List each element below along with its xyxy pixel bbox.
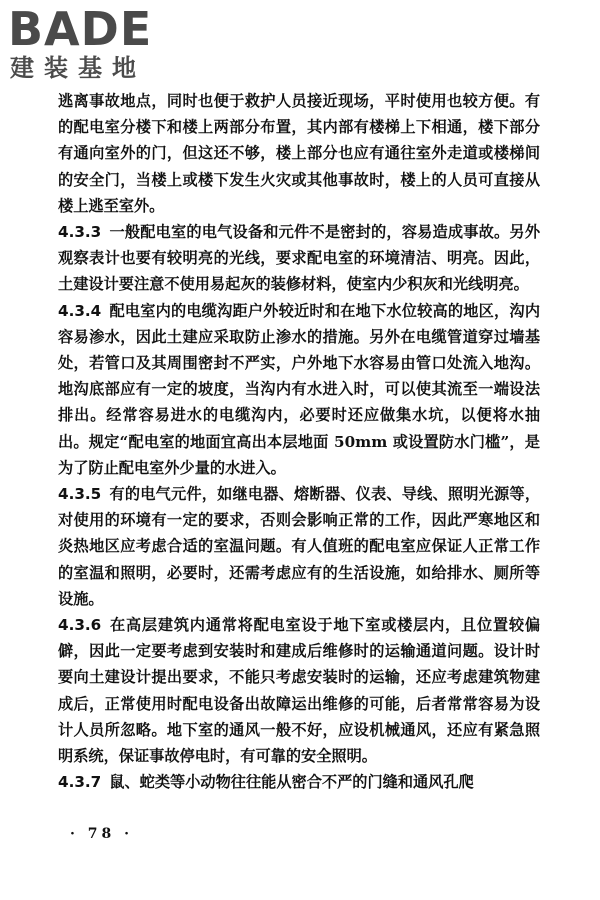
page-number: · 78 ·	[70, 826, 133, 842]
paragraph-text: 配电室内的电缆沟距户外较近时和在地下水位较高的地区，沟内容易渗水，因此土建应采取防止渗水的措施。另外在电缆管道穿过墙基处，若管口及其周围密封不严实，户外地下水容易由管口处流入地沟。地沟底部应有一定的坡度，当沟内有水进入时，可以使其流至一端设法排出。经常容易进水的电缆沟内，必要时还应做集水坑，以便将水抽出。规定“配电室的地面宜高出本层地面 50mm 或设置防水门槛”，是为了防止配电室外少量的水进入。	[58, 301, 540, 477]
document-body	[58, 88, 540, 795]
paragraph-text: 逃离事故地点，同时也便于救护人员接近现场，平时使用也较方便。有的配电室分楼下和楼上两部分布置，其内部有楼梯上下相通，楼下部分有通向室外的门，但这还不够，楼上部分也应有通往室外走道或楼梯间的安全门，当楼上或楼下发生火灾或其他事故时，楼上的人员可直接从楼上逃至室外。	[58, 92, 540, 215]
paragraph-continued	[58, 88, 540, 219]
paragraph-text: 鼠、蛇类等小动物往往能从密合不严的门缝和通风孔爬	[109, 773, 474, 792]
paragraph-text: 有的电气元件，如继电器、熔断器、仪表、导线、照明光源等，对使用的环境有一定的要求，否则会影响正常的工作，因此严寒地区和炎热地区应考虑合适的室温问题。有人值班的配电室应保证人正常工作的室温和照明，必要时，还需考虑应有的生活设施，如给排水、厕所等设施。	[58, 485, 540, 608]
logo-latin-text: BADE	[8, 2, 153, 56]
paragraph-text: 在高层建筑内通常将配电室设于地下室或楼层内，且位置较偏僻，因此一定要考虑到安装时和建成后维修时的运输通道问题。设计时要向土建设计提出要求，不能只考虑安装时的运输，还应考虑建筑物建成后，正常使用时配电设备出故障运出维修的可能，后者常常容易为设计人员所忽略。地下室的通风一般不好，应设机械通风，还应有紧急照明系统，保证事故停电时，有可靠的安全照明。	[58, 616, 540, 766]
section-number: 4.3.3	[58, 223, 102, 242]
paragraph-4-3-6	[58, 612, 540, 769]
bade-logo	[8, 4, 178, 86]
section-number: 4.3.6	[58, 616, 102, 635]
section-number: 4.3.4	[58, 301, 102, 320]
paragraph-4-3-7	[58, 769, 540, 795]
logo-chinese-text: 建装基地	[10, 54, 146, 82]
paragraph-text: 一般配电室的电气设备和元件不是密封的，容易造成事故。另外观察表计也要有较明亮的光线，要求配电室的环境清洁、明亮。因此，土建设计要注意不使用易起灰的装修材料，使室内少积灰和光线明亮。	[58, 223, 540, 294]
paragraph-4-3-3	[58, 219, 540, 298]
section-number: 4.3.5	[58, 485, 102, 504]
section-number: 4.3.7	[58, 773, 102, 792]
paragraph-4-3-5	[58, 481, 540, 612]
paragraph-4-3-4	[58, 298, 540, 481]
